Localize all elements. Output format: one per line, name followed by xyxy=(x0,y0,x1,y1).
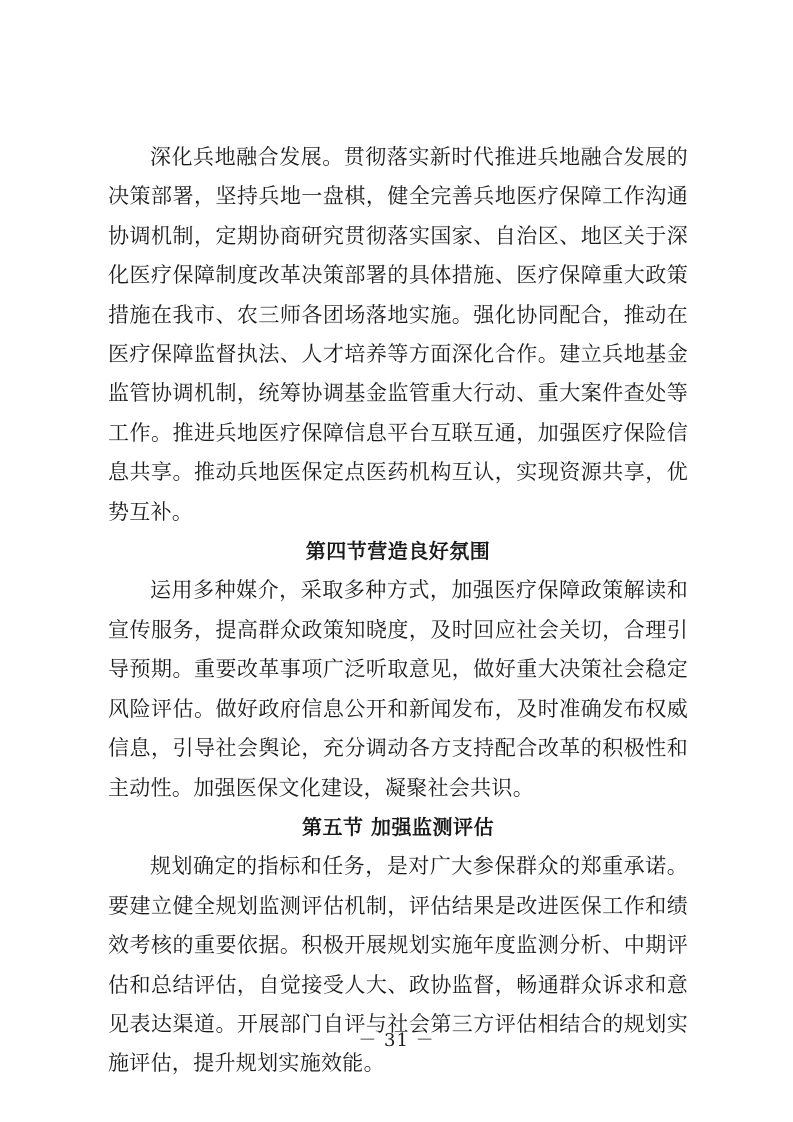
document-body xyxy=(108,138,688,1084)
page-number: － 31 － xyxy=(358,1030,435,1051)
paragraph-section-4: 运用多种媒介，采取多种方式，加强医疗保障政策解读和宣传服务，提高群众政策知晓度，及时回应社会关切，合理引导预期。重要改革事项广泛听取意见，做好重大决策社会稳定风险评估。做好政府信息公开和新闻发布，及时准确发布权威信息，引导社会舆论，充分调动各方支持配合改革的积极性和主动性。加强医保文化建设，凝聚社会共识。 xyxy=(108,578,688,800)
paragraph-military-civil-integration: 深化兵地融合发展。贯彻落实新时代推进兵地融合发展的决策部署，坚持兵地一盘棋，健全完善兵地医疗保障工作沟通协调机制，定期协商研究贯彻落实国家、自治区、地区关于深化医疗保障制度改革决策部署的具体措施、医疗保障重大政策措施在我市、农三师各团场落地实施。强化协同配合，推动在医疗保障监督执法、人才培养等方面深化合作。建立兵地基金监管协调机制，统筹协调基金监管重大行动、重大案件查处等工作。推进兵地医疗保障信息平台互联互通，加强医疗保险信息共享。推动兵地医保定点医药机构互认，实现资源共享，优势互补。 xyxy=(108,145,688,524)
section-heading-4: 第四节营造良好氛围 xyxy=(305,539,491,564)
section-heading-5: 第五节 加强监测评估 xyxy=(302,814,494,839)
paragraph-section-5: 规划确定的指标和任务，是对广大参保群众的郑重承诺。要建立健全规划监测评估机制，评估结果是改进医保工作和绩效考核的重要依据。积极开展规划实施年度监测分析、中期评估和总结评估，自觉接受人大、政协监督，畅通群众诉求和意见表达渠道。开展部门自评与社会第三方评估相结合的规划实施评估，提升规划实施效能。 xyxy=(108,854,688,1076)
